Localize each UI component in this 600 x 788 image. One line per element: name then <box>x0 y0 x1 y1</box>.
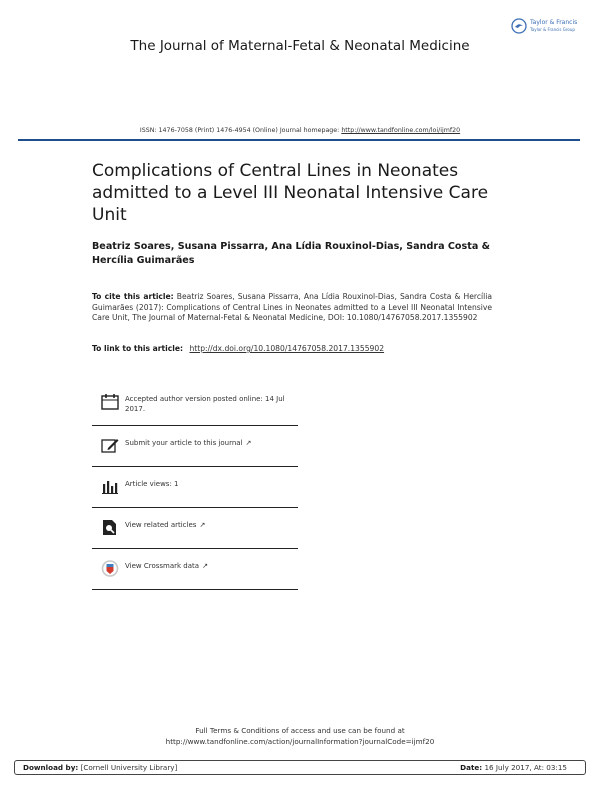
crossmark-icon <box>100 559 120 577</box>
info-row-views <box>92 467 298 508</box>
citation-text: Beatriz Soares, Susana Pissarra, Ana Lídia Rouxinol-Dias, Sandra Costa & Hercília Guimarães (2017): Complications of Central Lines in Neonates admitted to a Level III Neonatal Intensive Care Unit, The Journal of Maternal-Fetal & Neonatal Medicine, DOI: 10.1080/14767058.2017.1355902 <box>92 292 492 322</box>
downloaded-by: Download by: [Cornell University Library] <box>23 763 178 772</box>
download-date: Date: 16 July 2017, At: 03:15 <box>460 763 567 772</box>
info-row-submit[interactable] <box>92 426 298 467</box>
issn-text: ISSN: 1476-7058 (Print) 1476-4954 (Online) Journal homepage: <box>139 127 340 134</box>
journal-homepage-link[interactable]: http://www.tandfonline.com/loi/ijmf20 <box>341 127 461 134</box>
article-views-text: Article views: 1 <box>125 480 179 488</box>
download-info-bar <box>14 760 586 775</box>
bar-chart-icon <box>100 477 120 495</box>
crossmark-link[interactable]: View Crossmark data ↗ <box>125 562 208 570</box>
article-info-list <box>92 384 298 590</box>
article-authors: Beatriz Soares, Susana Pissarra, Ana Lídia Rouxinol-Dias, Sandra Costa & Hercília Guimarães <box>92 241 491 266</box>
accepted-date-text: Accepted author version posted online: 14 Jul 2017. <box>125 395 285 413</box>
related-articles-link[interactable]: View related articles ↗ <box>125 521 206 529</box>
article-link-label: To link to this article: <box>92 344 184 353</box>
issn-line <box>0 127 600 134</box>
header-divider <box>18 139 580 141</box>
external-link-icon: ↗ <box>202 562 208 570</box>
journal-title: The Journal of Maternal-Fetal & Neonatal Medicine <box>130 38 470 54</box>
terms-footer <box>0 726 600 747</box>
info-row-related[interactable] <box>92 508 298 549</box>
external-link-icon: ↗ <box>245 439 252 447</box>
calendar-icon <box>100 392 120 410</box>
publisher-logo <box>511 16 583 36</box>
terms-line: Full Terms & Conditions of access and use can be found at <box>195 726 405 735</box>
terms-url-link[interactable]: http://www.tandfonline.com/action/journalInformation?journalCode=ijmf20 <box>165 736 435 746</box>
publisher-logo-text: Taylor & Francis Taylor & Francis Group <box>530 19 578 32</box>
article-doi-link[interactable]: http://dx.doi.org/10.1080/14767058.2017.1355902 <box>189 344 385 353</box>
citation-block <box>92 292 492 324</box>
article-title: Complications of Central Lines in Neonates admitted to a Level III Neonatal Intensive Care Unit <box>92 161 489 225</box>
search-document-icon <box>100 518 120 536</box>
article-link-line <box>92 344 512 354</box>
citation-label: To cite this article: <box>92 292 174 301</box>
submit-article-link[interactable]: Submit your article to this journal ↗ <box>125 439 252 447</box>
external-link-icon: ↗ <box>199 521 206 529</box>
taylor-francis-logo-icon <box>511 18 527 34</box>
info-row-accepted <box>92 384 298 426</box>
info-row-crossmark[interactable] <box>92 549 298 590</box>
pencil-edit-icon <box>100 436 120 454</box>
